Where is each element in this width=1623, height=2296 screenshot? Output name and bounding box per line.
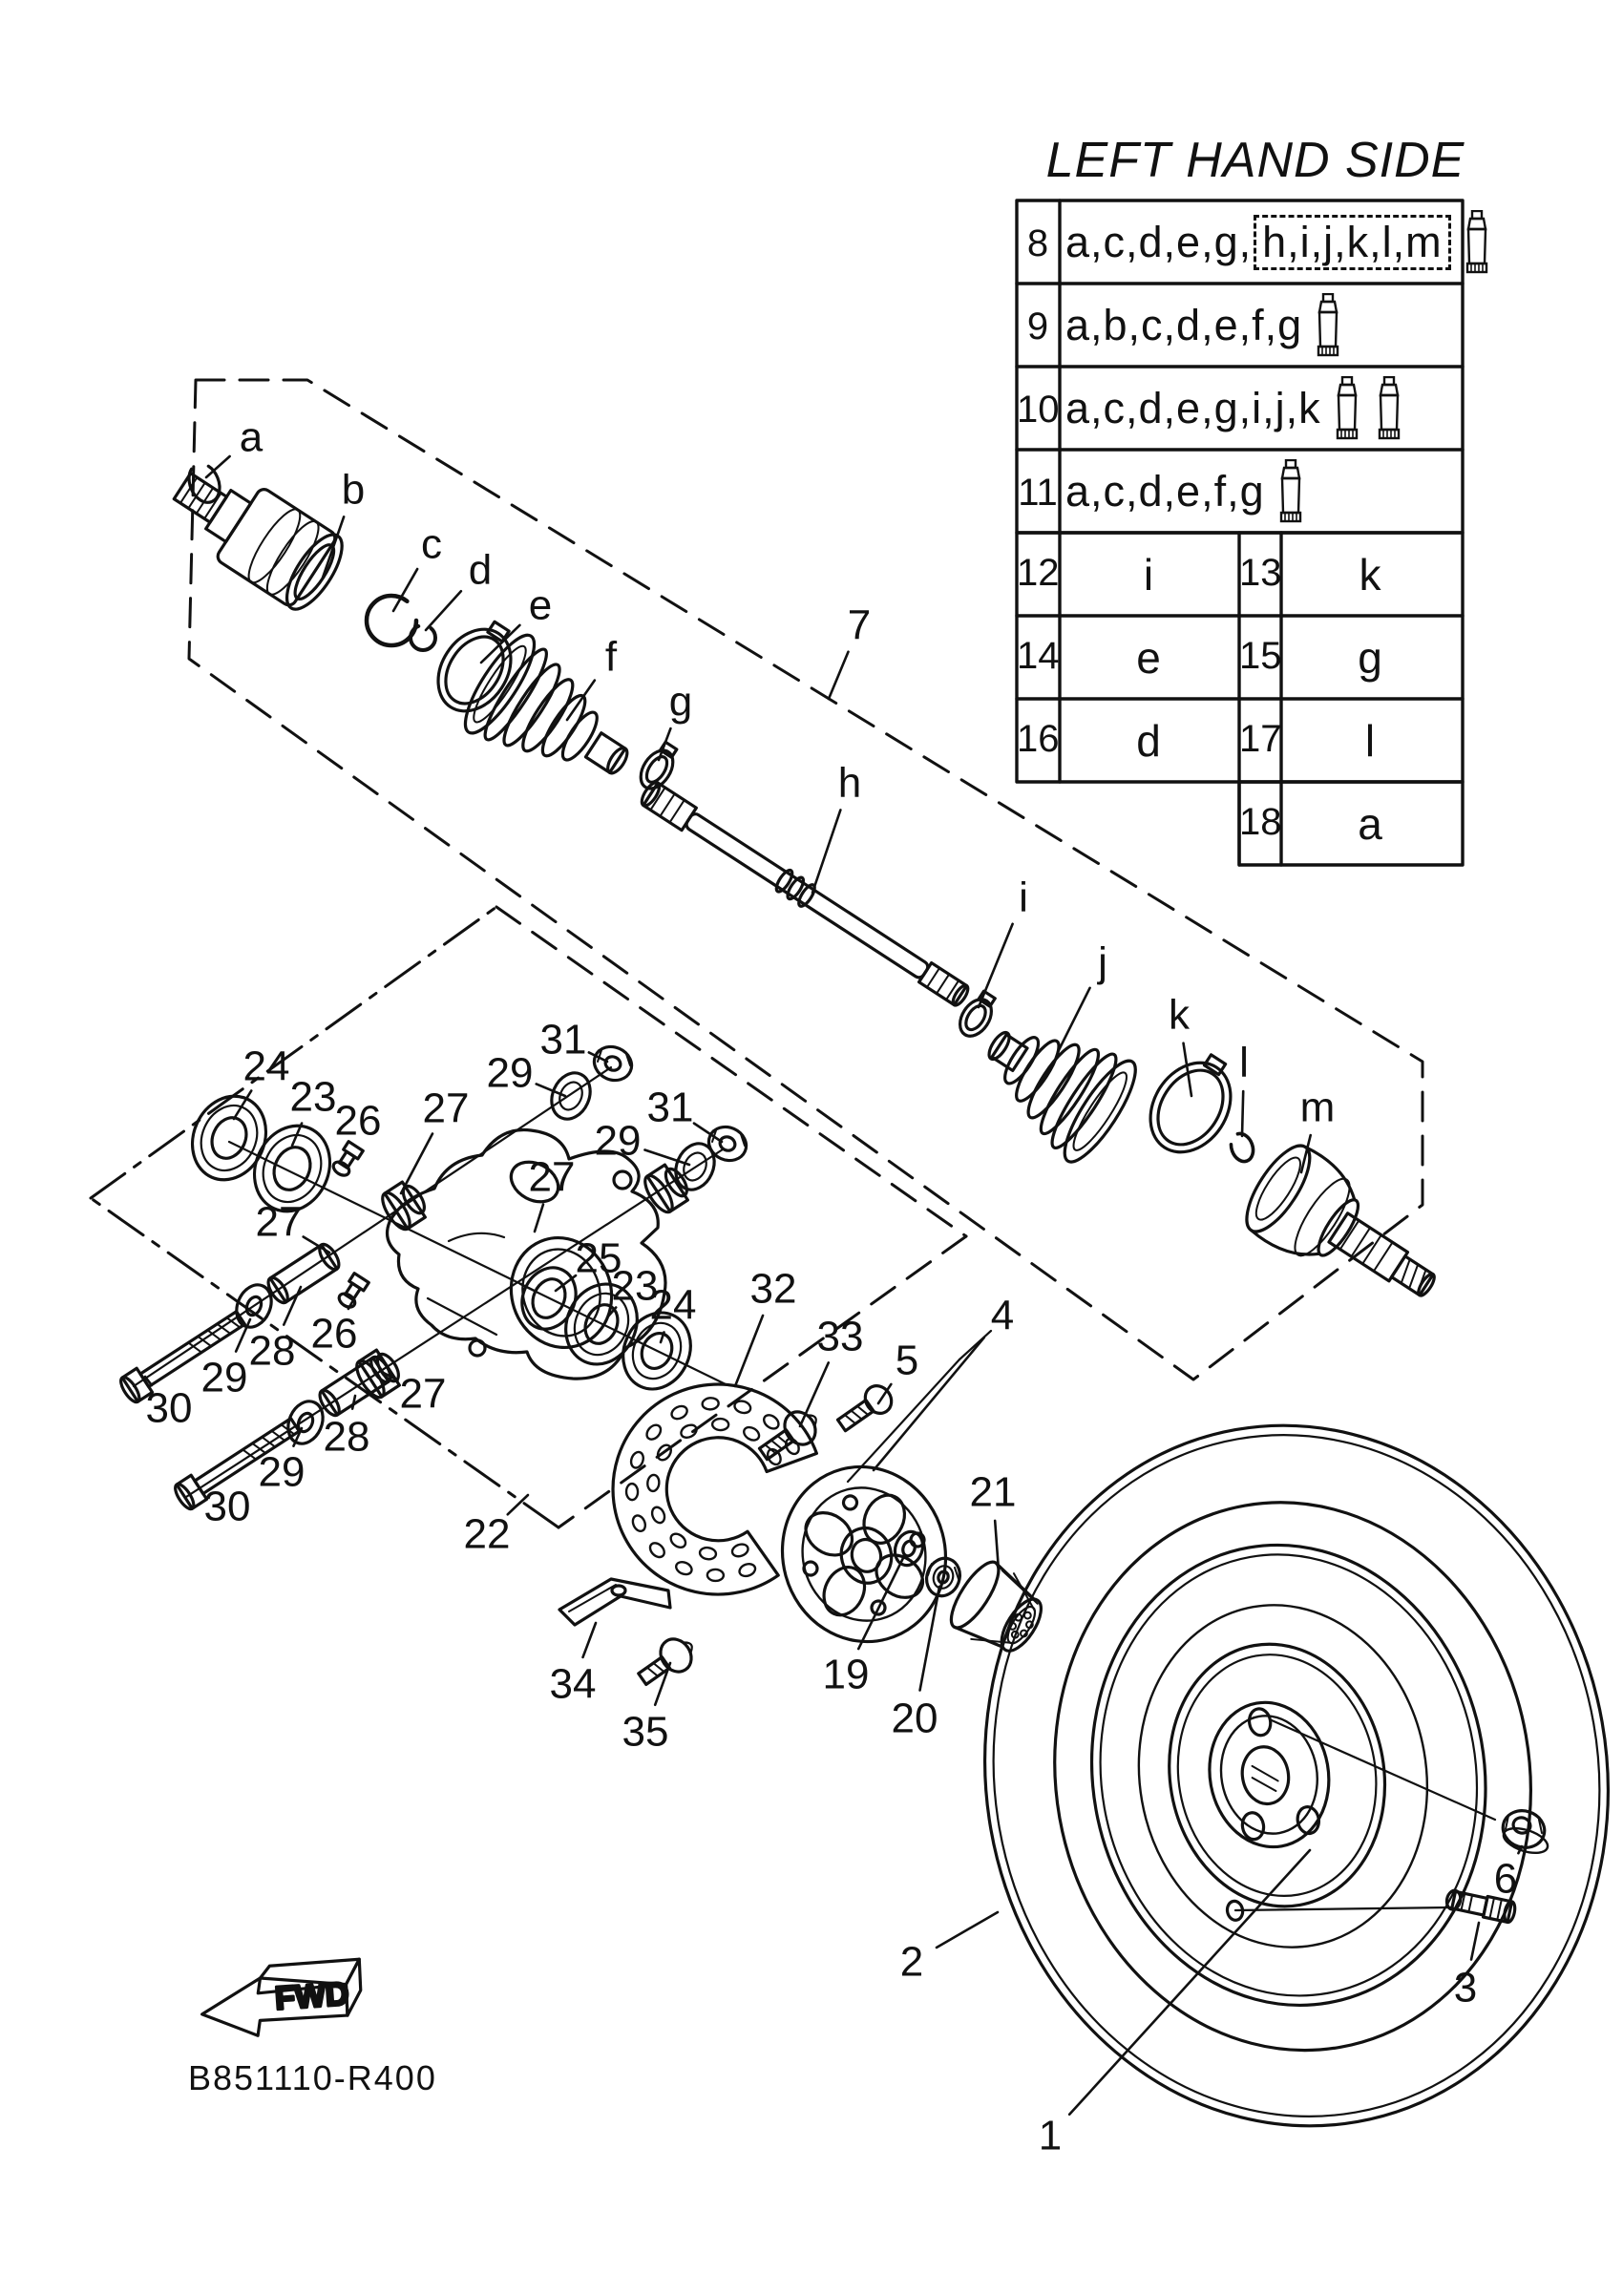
cell-value: k	[1359, 550, 1381, 600]
leader-line	[1242, 1091, 1243, 1136]
part-label: 2	[899, 1938, 924, 1986]
row-content: a,b,c,d,e,f,g	[1065, 300, 1303, 349]
table-row	[1065, 200, 1459, 284]
guard-hole	[730, 1542, 749, 1558]
axle-shaft	[639, 780, 972, 1009]
part-label: d	[468, 546, 493, 594]
part-label: 6	[1493, 1855, 1518, 1903]
part-label: l	[1239, 1039, 1249, 1086]
leader-line	[537, 1084, 565, 1096]
row-content-boxed: h,i,j,k,l,m	[1254, 215, 1451, 270]
guard-hole	[738, 1562, 757, 1578]
part-label: f	[604, 633, 618, 681]
drawing-code: B851110-R400	[188, 2058, 437, 2097]
grease-nipple-upper	[331, 1142, 364, 1178]
leader-line	[426, 591, 461, 630]
seal-washer-upper-right	[544, 1066, 597, 1125]
cell-number: 16	[1017, 718, 1060, 760]
part-label: 26	[334, 1097, 382, 1145]
guard-hole	[742, 1424, 762, 1443]
leader-line	[352, 1396, 355, 1409]
part-label: 29	[486, 1049, 534, 1097]
guard-hole	[761, 1412, 781, 1431]
row-content: a,c,d,e,f,g	[1065, 466, 1265, 516]
row-number: 10	[1017, 389, 1060, 431]
small-clip	[411, 625, 435, 650]
leader-line	[583, 1623, 596, 1657]
part-label: 7	[847, 601, 872, 649]
cell-number: 15	[1239, 635, 1282, 677]
leader-line	[920, 1587, 939, 1691]
grease-nipple-lower	[337, 1274, 369, 1310]
fwd-arrow-label: FWD	[273, 1975, 350, 2017]
anchor-bracket-34	[559, 1579, 670, 1625]
part-label: 23	[289, 1073, 337, 1121]
part-label: 35	[622, 1708, 669, 1756]
guard-hole	[668, 1531, 688, 1550]
cell-number: 17	[1239, 718, 1282, 760]
cell-value: i	[1143, 550, 1154, 600]
part-label: 25	[575, 1234, 622, 1282]
part-label: g	[668, 678, 693, 726]
guard-hole	[712, 1419, 728, 1431]
guard-hole	[679, 1422, 699, 1440]
leader-line	[1058, 988, 1090, 1052]
guard-hole	[644, 1422, 664, 1443]
guard-hole	[647, 1474, 661, 1491]
part-label: 4	[990, 1292, 1015, 1339]
part-label: 34	[549, 1660, 597, 1708]
part-label: 24	[242, 1043, 290, 1090]
part-label: 30	[145, 1384, 193, 1432]
row-number: 11	[1018, 472, 1058, 514]
boot-band-large-2	[1134, 1039, 1252, 1168]
leader-line	[1471, 1923, 1479, 1960]
cell-number: 14	[1017, 635, 1060, 677]
leader-line	[655, 1663, 670, 1705]
part-label: 27	[255, 1198, 303, 1246]
grease-tube-icon	[1331, 376, 1363, 441]
table-row	[1065, 367, 1459, 450]
cell-number: 13	[1239, 552, 1282, 594]
cell-value: e	[1136, 633, 1161, 683]
part-label: 29	[258, 1448, 306, 1496]
part-label: 27	[528, 1153, 576, 1201]
row-number: 8	[1026, 222, 1049, 264]
part-label: 24	[649, 1281, 697, 1329]
part-label: m	[1299, 1084, 1336, 1131]
part-label: 22	[463, 1510, 511, 1558]
assembly-axis-line	[959, 1331, 991, 1359]
part-label: 23	[611, 1262, 659, 1310]
bracket-screw-35	[632, 1631, 701, 1693]
part-label: 27	[422, 1085, 470, 1132]
part-label: 28	[248, 1327, 296, 1375]
part-label: 31	[539, 1016, 587, 1064]
leader-line	[535, 1205, 543, 1232]
flange-nut-upper	[589, 1041, 637, 1085]
cell-value: d	[1136, 716, 1161, 766]
guard-hole	[669, 1403, 689, 1421]
bushing-lower	[351, 1346, 406, 1401]
assembly-axis-line	[1235, 1907, 1451, 1910]
flange-nut-right	[704, 1121, 751, 1166]
fwd-arrow-icon	[200, 1939, 366, 2049]
part-label: 33	[816, 1313, 864, 1360]
leader-line	[812, 810, 840, 893]
wheel-hub	[763, 1448, 965, 1660]
leader-lines	[134, 456, 1522, 2115]
part-label: 3	[1453, 1964, 1478, 2012]
guard-hole	[647, 1540, 667, 1560]
guard-hole	[699, 1547, 717, 1560]
row-number: 9	[1026, 305, 1049, 348]
knuckle-kit-boundary	[91, 907, 966, 1527]
part-label: 21	[969, 1468, 1017, 1516]
leader-line	[401, 1134, 432, 1193]
cell-value: l	[1364, 716, 1376, 766]
cv-boot-inner	[454, 626, 655, 811]
part-label: 29	[200, 1354, 248, 1401]
cell-number: 12	[1017, 552, 1060, 594]
leader-line	[1069, 1850, 1310, 2115]
row-content: a,c,d,e,g,	[1065, 217, 1253, 266]
part-label: 26	[310, 1310, 358, 1358]
part-label: a	[239, 413, 263, 461]
part-label: k	[1169, 991, 1190, 1039]
leader-line	[979, 924, 1013, 1007]
part-label: 19	[822, 1651, 870, 1698]
table-row	[1065, 284, 1459, 367]
grease-tube-icon	[1461, 210, 1493, 275]
grease-tube-icon	[1275, 459, 1307, 524]
part-label: e	[528, 581, 553, 629]
part-label: 1	[1038, 2112, 1063, 2159]
leader-line	[1184, 1043, 1191, 1096]
tire-and-rim	[930, 1376, 1623, 2176]
rear-knuckle	[388, 1130, 665, 1380]
guard-hole	[707, 1569, 724, 1581]
part-label: 28	[323, 1413, 370, 1461]
guard-hole	[650, 1506, 667, 1525]
part-label: 30	[203, 1483, 251, 1530]
inner-cv-joint	[158, 450, 351, 617]
part-label: 20	[891, 1695, 938, 1742]
leader-line	[829, 652, 848, 699]
leader-line	[735, 1316, 763, 1386]
cell-number: 18	[1239, 801, 1282, 843]
leader-line	[937, 1912, 998, 1948]
guard-hole	[674, 1560, 693, 1577]
guard-hole	[630, 1513, 647, 1532]
row-content: a,c,d,e,g,i,j,k	[1065, 383, 1321, 432]
part-label: j	[1098, 938, 1107, 986]
part-label: 5	[895, 1337, 919, 1384]
part-label: 31	[646, 1084, 694, 1131]
table-row	[1065, 450, 1459, 533]
part-label: h	[837, 759, 862, 807]
cell-value: g	[1358, 633, 1382, 683]
guard-hole	[733, 1400, 752, 1415]
part-label: 29	[594, 1117, 642, 1165]
guard-bolt-33	[753, 1403, 825, 1468]
page-title: LEFT HAND SIDE	[1045, 133, 1465, 188]
part-label: 32	[749, 1265, 797, 1313]
part-label: i	[1019, 874, 1028, 921]
outer-cv-joint	[1234, 1136, 1458, 1331]
part-label: c	[421, 520, 442, 568]
cell-value: a	[1358, 799, 1382, 849]
grease-tube-icon	[1373, 376, 1405, 441]
guard-hole	[626, 1484, 638, 1500]
guard-hole	[702, 1398, 719, 1410]
part-label: 27	[399, 1370, 447, 1418]
grease-tube-icon	[1312, 293, 1344, 358]
part-label: b	[341, 466, 366, 514]
leader-line	[393, 569, 417, 611]
